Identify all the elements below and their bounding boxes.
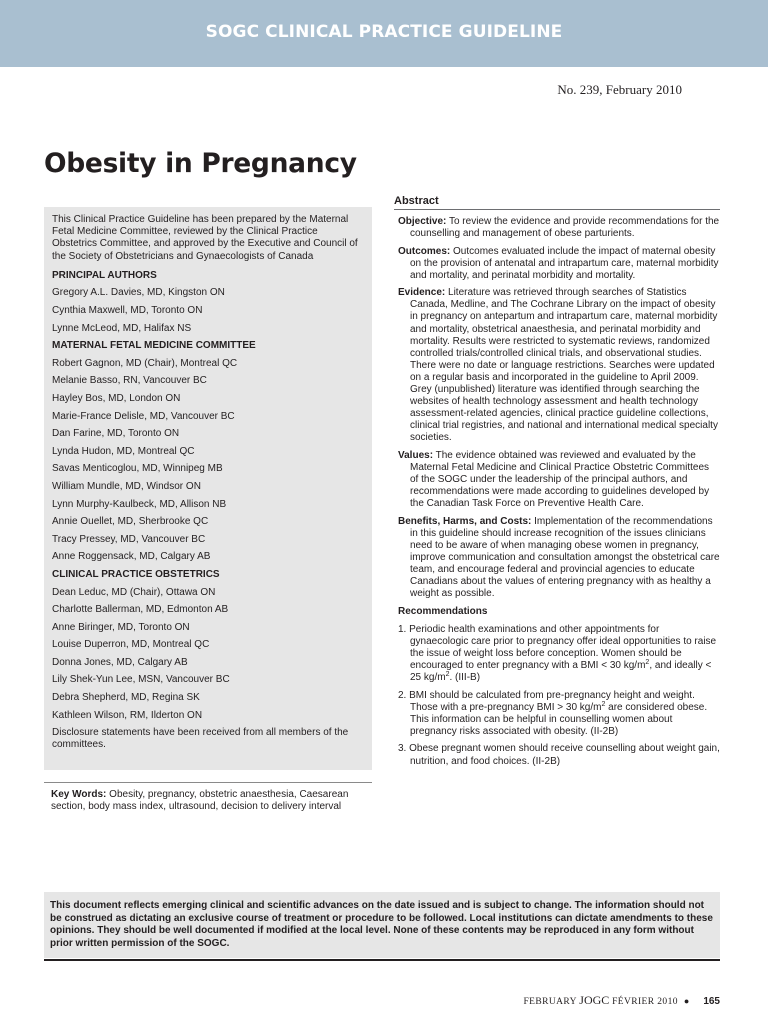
section-label: Outcomes: xyxy=(398,245,451,257)
principal-authors-heading: PRINCIPAL AUTHORS xyxy=(52,269,157,281)
rec-text: . (III-B) xyxy=(449,672,481,684)
disclosure-statement: Disclosure statements have been received from all members of the committees. xyxy=(52,727,349,751)
committee-member: Savas Menticoglou, MD, Winnipeg MB xyxy=(52,463,223,475)
intro-text: This Clinical Practice Guideline has been prepared by the Maternal Fetal Medicine Committee, reviewed by the Clinical Practice Obstetrics Committee, and approved by the Executive and Council of the Society of Obstetricians and Gynaecologists of Canada xyxy=(52,214,358,262)
committee-member: Robert Gagnon, MD (Chair), Montreal QC xyxy=(52,357,238,369)
committee-member: Charlotte Ballerman, MD, Edmonton AB xyxy=(52,604,229,616)
committee-member: Debra Shepherd, MD, Regina SK xyxy=(52,692,200,704)
rec-text: are considered obese. This information can be helpful in counselling women about pregnancy risks associated with obesity. (II-2B) xyxy=(410,701,708,737)
page-number: 165 xyxy=(703,996,720,1007)
section-label: Benefits, Harms, and Costs: xyxy=(398,515,532,527)
rec-text: 2. BMI should be calculated from pre-pregnancy height and weight. Those with a pre-pregnancy BMI > 30 kg/m xyxy=(398,689,695,713)
committee-member: Kathleen Wilson, RM, Ilderton ON xyxy=(52,709,203,721)
abstract-divider xyxy=(394,209,720,210)
header-banner xyxy=(0,0,768,67)
keywords-label: Key Words: xyxy=(51,789,107,800)
authors-panel xyxy=(44,207,372,770)
committee-member: Dan Farine, MD, Toronto ON xyxy=(52,428,180,440)
journal-name xyxy=(524,993,678,1008)
keywords xyxy=(51,789,369,814)
author-name: Cynthia Maxwell, MD, Toronto ON xyxy=(52,305,203,316)
notice-divider xyxy=(44,959,720,961)
footer-year: 2010 xyxy=(657,997,678,1007)
keywords-divider xyxy=(44,782,372,783)
committee-member: Donna Jones, MD, Calgary AB xyxy=(52,656,188,668)
committee-member: Marie-France Delisle, MD, Vancouver BC xyxy=(52,410,235,422)
section-label: Evidence: xyxy=(398,287,446,299)
superscript: 2 xyxy=(445,671,450,679)
superscript: 2 xyxy=(601,700,606,708)
disclaimer-notice: This document reflects emerging clinical and scientific advances on the date issued and is subject to change. The information should not be construed as dictating an exclusive course of treatment or procedure to be followed. Local institutions can dictate amendments to these opinions. They should be well documented if modified at the local level. None of these contents may be reproduced in any form without prior written permission of the SOGC. xyxy=(44,892,720,958)
committee-member: Lynn Murphy-Kaulbeck, MD, Allison NB xyxy=(52,498,227,510)
committee-member: Anne Biringer, MD, Toronto ON xyxy=(52,621,190,633)
superscript: 2 xyxy=(645,659,650,667)
section-text: Outcomes evaluated include the impact of maternal obesity on the provision of antenatal and intrapartum care, maternal morbidity and mortality, and perinatal morbidity and mortality. xyxy=(410,245,719,281)
committee-member: Dean Leduc, MD (Chair), Ottawa ON xyxy=(52,586,216,598)
recommendation-3: 3. Obese pregnant women should receive counselling about weight gain, nutrition, and food choices. (II-2B) xyxy=(398,743,720,767)
banner-title: SOGC CLINICAL PRACTICE GUIDELINE xyxy=(205,22,563,42)
footer-month-fr: FÉVRIER xyxy=(612,997,655,1007)
rec-text: , and ideally < 25 kg/m xyxy=(410,660,712,684)
committee-member: Anne Roggensack, MD, Calgary AB xyxy=(52,551,211,563)
abstract-outcomes xyxy=(398,246,720,282)
committee-member: Hayley Bos, MD, London ON xyxy=(52,392,181,404)
abstract-body xyxy=(398,216,720,773)
section-text: The evidence obtained was reviewed and evaluated by the Maternal Fetal Medicine and Clinical Practice Obstetric Committees of the SOGC under the leadership of the principal authors, and recommendations were made according to guidelines developed by the Canadian Task Force on Preventive Health Care. xyxy=(410,449,710,510)
committee-member: Tracy Pressey, MD, Vancouver BC xyxy=(52,533,206,545)
committee-member: William Mundle, MD, Windsor ON xyxy=(52,480,201,492)
committee-member: Lynda Hudon, MD, Montreal QC xyxy=(52,445,195,457)
abstract-heading: Abstract xyxy=(394,195,439,207)
issue-number: No. 239, February 2010 xyxy=(557,82,682,97)
footer-month: FEBRUARY xyxy=(523,997,577,1007)
footer-jogc: JOGC xyxy=(579,993,610,1007)
committee-member: Louise Duperron, MD, Montreal QC xyxy=(52,639,210,651)
abstract-evidence xyxy=(398,287,720,444)
committee-member: Lily Shek-Yun Lee, MSN, Vancouver BC xyxy=(52,674,230,686)
section-text: Literature was retrieved through searches of Statistics Canada, Medline, and The Cochrane Library on the impact of obesity in pregnancy on antepartum and intrapartum care, maternal morbidity and mortality, obstetrical anaesthesia, and perinatal morbidity and mortality. Results were restricted to systematic reviews, randomized controlled trials/controlled clinical trials, and observational studies. There were no date or language restrictions. Searches were updated on a regular basis and incorporated in the guideline to April 2009. Grey (unpublished) literature was identified through searching the websites of health technology assessment and health technology assessment-related agencies, clinical practice guideline collections, clinical trial registries, and national and international medical specialty societies. xyxy=(410,287,718,444)
abstract-values xyxy=(398,450,720,510)
section-label: Objective: xyxy=(398,216,447,227)
bullet-icon: ● xyxy=(683,996,690,1006)
recommendations-heading: Recommendations xyxy=(398,605,488,617)
author-name: Gregory A.L. Davies, MD, Kingston ON xyxy=(52,287,225,299)
abstract-benefits xyxy=(398,516,720,601)
committee-member: Annie Ouellet, MD, Sherbrooke QC xyxy=(52,516,209,528)
section-text: Implementation of the recommendations in this guideline should increase recognition of the issues clinicians need to be aware of when managing obese women in pregnancy, improve communication and consultation amongst the obstetrical care team, and encourage federal and provincial agencies to educate Canadians about the values of entering pregnancy with as healthy a weight as possible. xyxy=(410,515,720,600)
rec-text: 1. Periodic health examinations and other appointments for gynaecologic care prior to pregnancy offer ideal opportunities to raise the issue of weight loss before conception. Women should be encouraged to enter pregnancy with a BMI < 30 kg/m xyxy=(398,623,717,672)
cpo-committee-heading: CLINICAL PRACTICE OBSTETRICS xyxy=(52,568,220,580)
page-title: Obesity in Pregnancy xyxy=(44,148,357,179)
section-label: Values: xyxy=(398,449,434,461)
abstract-objective xyxy=(398,216,720,240)
mfm-committee-heading: MATERNAL FETAL MEDICINE COMMITTEE xyxy=(52,340,256,352)
page-footer xyxy=(524,993,721,1008)
keywords-text: Obesity, pregnancy, obstetric anaesthesia, Caesarean section, body mass index, ultrasound, decision to delivery interval xyxy=(51,789,349,813)
recommendation-1 xyxy=(398,624,720,684)
committee-member: Melanie Basso, RN, Vancouver BC xyxy=(52,375,207,387)
section-text: To review the evidence and provide recommendations for the counselling and management of obese parturients. xyxy=(410,216,720,240)
recommendation-2 xyxy=(398,690,720,738)
author-name: Lynne McLeod, MD, Halifax NS xyxy=(52,322,192,334)
